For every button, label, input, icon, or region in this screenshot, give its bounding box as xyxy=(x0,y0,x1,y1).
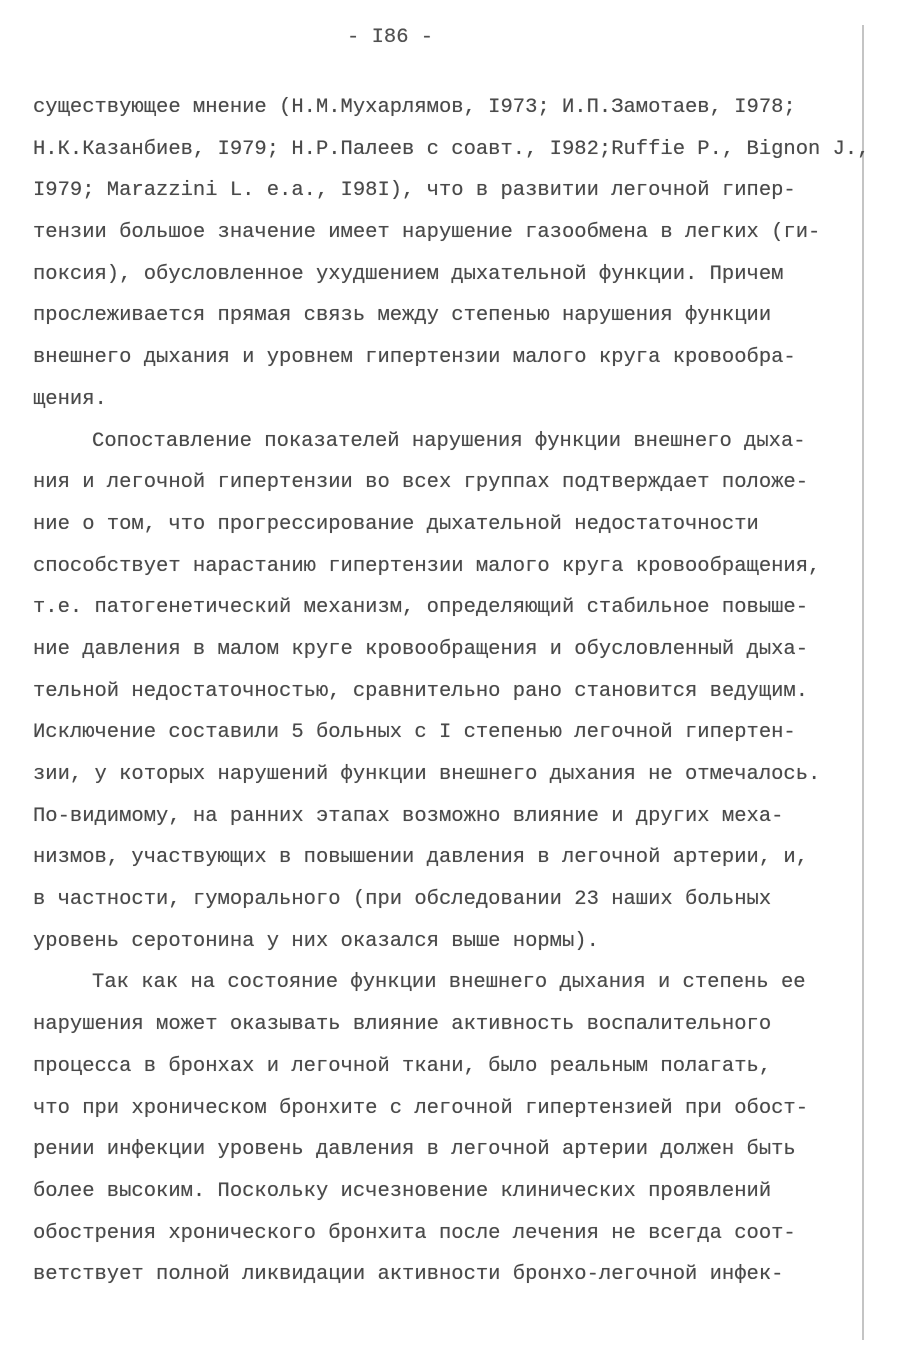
text-line: низмов, участвующих в повышении давления в легочной артерии, и, xyxy=(33,846,809,870)
text-line: Н.К.Казанбиев, I979; Н.Р.Палеев с соавт., I982;Ruffie P., Bignon J., xyxy=(33,137,870,161)
text-line: более высоким. Поскольку исчезновение клинических проявлений xyxy=(33,1179,772,1203)
text-line: способствует нарастанию гипертензии малого круга кровообращения, xyxy=(33,554,821,578)
page-number: - I86 - xyxy=(347,26,434,49)
text-line: Исключение составили 5 больных с I степенью легочной гипертен- xyxy=(33,721,796,745)
text-line: процесса в бронхах и легочной ткани, было реальным полагать, xyxy=(33,1054,772,1078)
text-line: что при хроническом бронхите с легочной гипертензией при обост- xyxy=(33,1096,809,1120)
text-line: ние давления в малом круге кровообращения и обусловленный дыха- xyxy=(33,637,809,661)
text-line: уровень серотонина у них оказался выше нормы). xyxy=(33,929,599,953)
text-line: поксия), обусловленное ухудшением дыхательной функции. Причем xyxy=(33,262,784,286)
text-line: зии, у которых нарушений функции внешнего дыхания не отмечалось. xyxy=(33,763,821,786)
text-line: ние о том, что прогрессирование дыхательной недостаточности xyxy=(33,512,759,536)
text-line: Сопоставление показателей нарушения функции внешнего дыха- xyxy=(92,429,806,453)
text-line: нарушения может оказывать влияние активность воспалительного xyxy=(33,1013,772,1037)
text-line: в частности, гуморального (при обследовании 23 наших больных xyxy=(33,888,772,912)
paragraph-2 xyxy=(33,421,873,963)
text-line: тельной недостаточностью, сравнительно рано становится ведущим. xyxy=(33,679,809,703)
text-line: Так как на состояние функции внешнего дыхания и степень ее xyxy=(92,971,806,995)
text-line: прослеживается прямая связь между степенью нарушения функции xyxy=(33,304,772,328)
paragraph-1 xyxy=(33,87,873,421)
text-line: тензии большое значение имеет нарушение газообмена в легких (ги- xyxy=(33,221,821,245)
text-line: ветствует полной ликвидации активности бронхо-легочной инфек- xyxy=(33,1263,784,1287)
text-line: ния и легочной гипертензии во всех группах подтверждает положе- xyxy=(33,471,809,495)
text-line: I979; Marazzini L. e.a., I98I), что в развитии легочной гипер- xyxy=(33,179,796,203)
paragraph-3 xyxy=(33,962,873,1296)
text-line: По-видимому, на ранних этапах возможно влияние и других меха- xyxy=(33,804,784,828)
text-line: существующее мнение (Н.М.Мухарлямов, I973; И.П.Замотаев, I978; xyxy=(33,96,796,119)
text-line: внешнего дыхания и уровнем гипертензии малого круга кровообра- xyxy=(33,346,796,370)
text-line: т.е. патогенетический механизм, определяющий стабильное повыше- xyxy=(33,596,809,620)
text-line: обострения хронического бронхита после лечения не всегда соот- xyxy=(33,1221,796,1245)
text-line: щения. xyxy=(33,387,107,411)
text-line: рении инфекции уровень давления в легочной артерии должен быть xyxy=(33,1138,796,1162)
document-body xyxy=(33,87,873,1296)
